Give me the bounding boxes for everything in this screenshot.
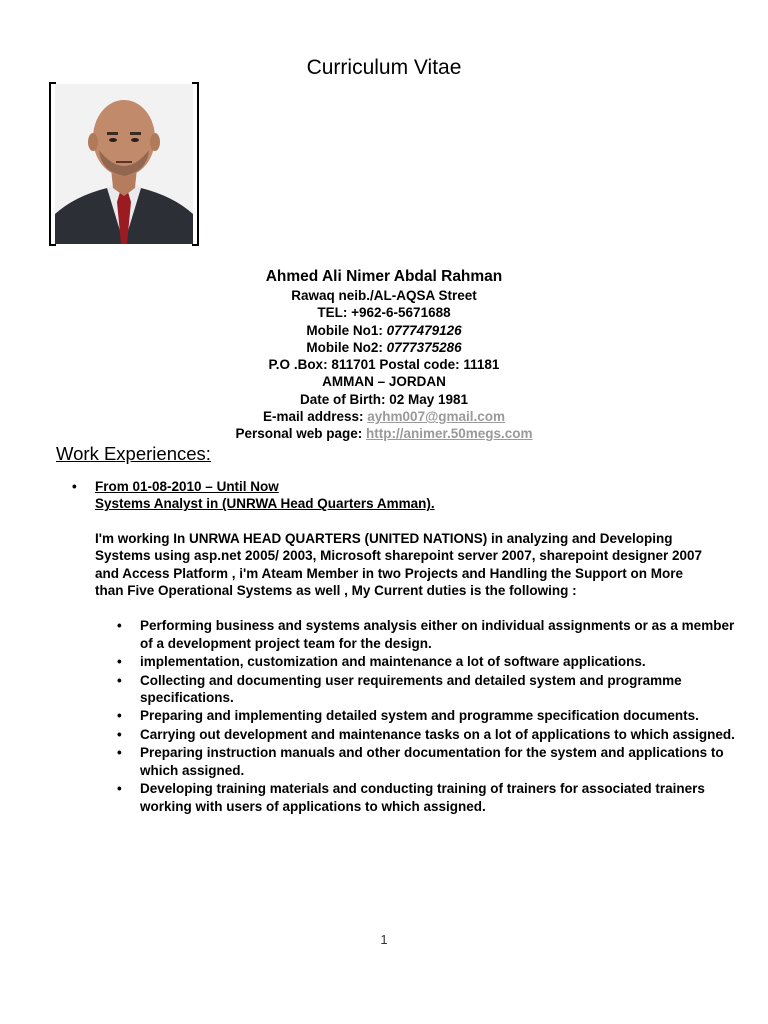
bullet-icon: • [117, 708, 122, 724]
bullet-icon: • [72, 479, 77, 494]
job-description: I'm working In UNRWA HEAD QUARTERS (UNITED NATIONS) in analyzing and Developing Systems using asp.net 2005/ 2003, Microsoft sharepoint server 2007, sharepoint designer 2007 and Access Platform , i'm Ateam Member in two Projects and Handling the Support on More than Five Operational Systems as well , My Current duties is the following : [95, 530, 703, 599]
mobile1-label: Mobile No1: [306, 322, 387, 338]
mobile2-label: Mobile No2: [306, 339, 387, 355]
list-item [60, 780, 740, 815]
telephone-line: TEL: +962-6-5671688 [317, 305, 451, 321]
web-page-label: Personal web page: [235, 426, 366, 442]
bullet-icon: • [117, 618, 122, 634]
list-item [60, 653, 740, 670]
list-item [60, 617, 740, 652]
bullet-icon: • [117, 726, 122, 742]
work-experience-section [60, 478, 740, 816]
job-entry [60, 478, 740, 815]
duties-list [60, 617, 740, 814]
page-number: 1 [380, 932, 388, 947]
frame-bracket-right [192, 82, 199, 246]
profile-photo [55, 84, 193, 244]
bullet-icon: • [117, 745, 122, 761]
web-page-line [0, 425, 768, 442]
web-page-link[interactable]: http://animer.50megs.com [365, 426, 533, 442]
work-experience-heading: Work Experiences: [56, 443, 211, 464]
mobile2-value: 0777375286 [386, 339, 462, 355]
job-title: Systems Analyst in (UNRWA Head Quarters Amman). [95, 496, 435, 512]
duty-text: Preparing instruction manuals and other documentation for the system and applications to which assigned. [140, 745, 724, 778]
list-item [60, 744, 740, 779]
bullet-icon: • [117, 781, 122, 797]
list-item [60, 726, 740, 743]
date-of-birth-line: Date of Birth: 02 May 1981 [299, 391, 469, 407]
list-item [60, 707, 740, 724]
contact-block [0, 266, 768, 443]
duty-text: Collecting and documenting user requirements and detailed system and programme specifications. [140, 672, 682, 706]
email-line [0, 408, 768, 425]
duty-text: Carrying out development and maintenance tasks on a lot of applications to which assigned. [140, 726, 735, 742]
email-link[interactable]: ayhm007@gmail.com [367, 409, 506, 425]
pobox-line: P.O .Box: 811701 Postal code: 11181 [268, 357, 500, 373]
address-line: Rawaq neib./AL-AQSA Street [291, 288, 477, 303]
mobile1-value: 0777479126 [386, 322, 462, 338]
document-title: Curriculum Vitae [306, 56, 462, 79]
list-item [60, 672, 740, 707]
candidate-name: Ahmed Ali Nimer Abdal Rahman [265, 268, 503, 285]
bullet-icon: • [117, 672, 122, 688]
mobile2-line [0, 339, 768, 356]
mobile1-line [0, 322, 768, 339]
duty-text: implementation, customization and maintenance a lot of software applications. [140, 654, 646, 670]
duty-text: Developing training materials and conducting training of trainers for associated trainers working with users of applications to which assigned. [140, 781, 705, 814]
duty-text: Preparing and implementing detailed system and programme specification documents. [140, 708, 699, 724]
duty-text: Performing business and systems analysis either on individual assignments or as a member of a development project team for the design. [140, 618, 735, 651]
profile-photo-frame [49, 82, 199, 246]
city-line: AMMAN – JORDAN [322, 374, 446, 390]
job-period: From 01-08-2010 – Until Now [95, 479, 279, 494]
email-label: E-mail address: [262, 409, 368, 425]
bullet-icon: • [117, 654, 122, 670]
